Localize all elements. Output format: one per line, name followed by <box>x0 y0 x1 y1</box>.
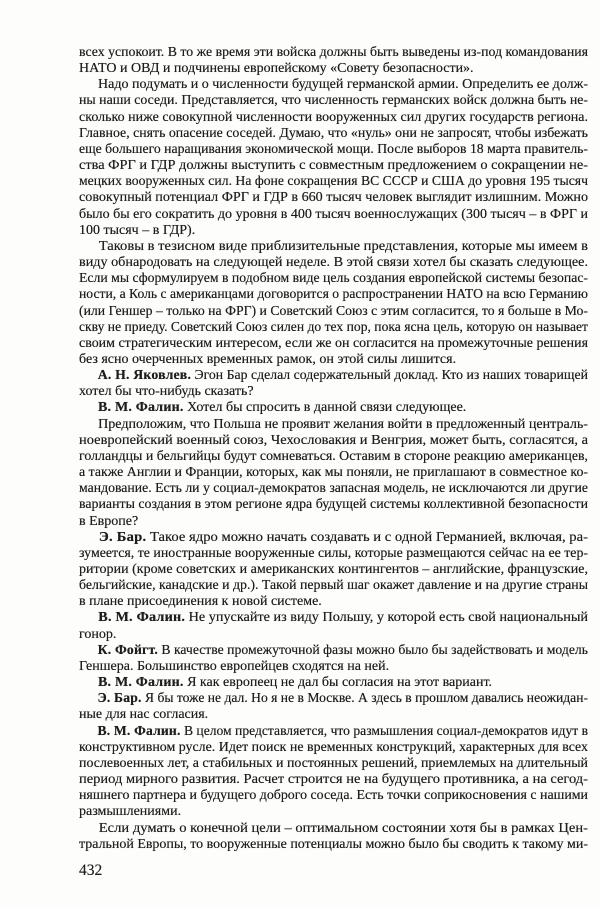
text-line <box>79 417 588 433</box>
text-line <box>79 368 588 384</box>
text-line <box>79 223 588 239</box>
text-line <box>79 465 588 481</box>
text-line <box>79 578 588 594</box>
text-line <box>79 675 588 691</box>
text-line-run: В. М. Фалин. Хотел бы спросить в данной связи следующее. <box>98 400 467 416</box>
text-line <box>79 142 588 158</box>
text-line-run: НАТО и ОВД и подчинены европейскому «Совету безопасности». <box>79 61 474 77</box>
text-line <box>79 320 588 336</box>
text-line-run: виду обнародовать на следующей неделе. В этой связи хотел бы сказать следующее. <box>79 255 588 271</box>
text-line <box>79 707 588 723</box>
text-line-run: Главное, снять опасение соседей. Думаю, что «нуль» они не запросят, чтобы избежать <box>79 125 588 141</box>
text-line <box>79 352 588 368</box>
text-line <box>79 804 588 820</box>
text-line-run: сколько ниже совокупной численности вооруженных сил других государств региона. <box>79 109 588 125</box>
page-number: 432 <box>79 862 103 879</box>
text-line <box>79 643 588 659</box>
text-line-run: в плане присоединения к новой системе. <box>79 594 322 610</box>
text-line <box>79 691 588 707</box>
text-line <box>79 158 588 174</box>
text-line <box>79 433 588 449</box>
text-line <box>79 724 588 740</box>
text-line <box>79 174 588 190</box>
text-line-run: К. Фойгт. В качестве промежуточной фазы можно было бы задействовать и модель <box>97 642 588 658</box>
text-line <box>79 271 588 287</box>
text-line <box>79 740 588 756</box>
text-line <box>79 821 588 837</box>
text-line-run: размышлениями. <box>79 804 182 820</box>
speaker-name: Э. Бар. <box>97 691 142 707</box>
speaker-name: А. Н. Яковлев. <box>97 368 192 384</box>
text-line-run: няшнего партнера и будущего доброго соседа. Есть точки соприкосновения с нашими <box>79 788 588 804</box>
text-line-run: ности, а Коль с американцами договорится о распространении НАТО на всю Германию <box>79 287 588 303</box>
text-line-run: голландцы и бельгийцы будут сомневаться. Оставим в стороне реакцию американцев, <box>79 448 588 464</box>
text-line-run: В. М. Фалин. Я как европеец не дал бы согласия на этот вариант. <box>98 675 493 691</box>
text-line-run: период мирного развития. Расчет строится не на будущего противника, а на сегод- <box>79 772 588 788</box>
text-line-run: в Европе? <box>79 513 139 529</box>
text-line <box>79 400 588 416</box>
text-block <box>79 45 588 853</box>
text-line-run: варианты создания в этом регионе ядра будущей системы коллективной безопасности <box>79 497 588 513</box>
text-line-run: еще большего наращивания экономической мощи. После выборов 18 марта правитель- <box>79 141 588 157</box>
text-line <box>79 77 588 93</box>
text-line-run: Э. Бар. Я бы тоже не дал. Но я не в Москве. А здесь в прошлом давались неожидан- <box>97 691 589 707</box>
text-line <box>79 384 588 400</box>
text-line-run: ные для нас согласия. <box>79 707 209 723</box>
text-line <box>79 287 588 303</box>
text-line-run: ноевропейский военный союз, Чехословакия и Венгрия, может быть, согласятся, а <box>79 432 588 448</box>
text-line <box>79 449 588 465</box>
text-line-run: конструктивном русле. Идет поиск не временных конструкций, характерных для всех <box>79 739 588 755</box>
text-line <box>79 837 588 853</box>
text-line-run: 100 тысяч – в ГДР). <box>79 222 196 238</box>
text-line <box>79 45 588 61</box>
text-line-run: мецких вооруженных сил. На фоне сокращения ВС СССР и США до уровня 195 тысяч <box>79 174 588 190</box>
text-line-run: Таковы в тезисном виде приблизительные представления, которые мы имеем в <box>98 238 588 254</box>
text-line-run: скву не приеду. Советский Союз силен до тех пор, пока ясна цель, которую он называет <box>79 319 588 335</box>
text-line <box>79 546 588 562</box>
text-line-run: В. М. Фалин. В целом представляется, что размышления социал-демократов идут в <box>97 723 588 739</box>
text-line-run: Э. Бар. Такое ядро можно начать создавать и с одной Германией, включая, ра- <box>98 529 588 545</box>
speaker-name: В. М. Фалин. <box>98 400 184 416</box>
text-line-run: А. Н. Яковлев. Эгон Бар сделал содержательный доклад. Кто из наших товарищей <box>97 368 588 384</box>
text-line-run: послевоенных лет, а стабильных и постоянных решений, приемлемых на длительный <box>79 755 588 771</box>
text-line <box>79 772 588 788</box>
text-line-run: зумеется, те иностранные вооруженные силы, которые размещаются сейчас на ее тер- <box>79 545 588 561</box>
text-line <box>79 788 588 804</box>
text-line-run: Надо подумать и о численности будущей германской армии. Определить ее долж- <box>98 77 588 93</box>
text-line-run: Предположим, что Польша не проявит желания войти в предложенный централь- <box>98 416 588 432</box>
text-line <box>79 336 588 352</box>
text-line <box>79 530 588 546</box>
text-line <box>79 562 588 578</box>
text-line <box>79 93 588 109</box>
text-line <box>79 61 588 77</box>
text-line-run: хотел бы что-нибудь сказать? <box>79 384 254 400</box>
text-line-run: а также Англии и Франции, которых, как мы поняли, не приглашают в совместное ко- <box>79 465 588 481</box>
text-line-run: без ясно очерченных временных рамок, он этой силы лишится. <box>79 351 457 367</box>
text-line-run: своим стратегическим интересом, если же он согласится на промежуточные решения <box>79 335 588 351</box>
text-line-run: Геншера. Большинство европейцев сходятся на ней. <box>79 658 390 674</box>
text-line-run: ритории (кроме советских и американских контингентов – английские, французские, <box>79 562 588 577</box>
text-line <box>79 594 588 610</box>
text-line-run: гонор. <box>79 626 117 642</box>
text-line-run: В. М. Фалин. Не упускайте из виду Польшу, у которой есть свой национальный <box>98 610 588 626</box>
text-line-run: (или Геншер – только на ФРГ) и Советский Союз с этим согласится, то я больше в Мо- <box>79 303 588 319</box>
text-line-run: было бы его сократить до уровня в 400 тысяч военнослужащих (300 тысяч – в ФРГ и <box>79 206 588 222</box>
text-line <box>79 514 588 530</box>
text-line-run: совокупный потенциал ФРГ и ГДР в 660 тысяч человек выглядит излишним. Можно <box>79 190 588 206</box>
text-line <box>79 627 588 643</box>
text-line-run: тральной Европы, то вооруженные потенциалы можно было бы сводить к такому ми- <box>79 836 588 852</box>
text-line <box>79 207 588 223</box>
text-line <box>79 756 588 772</box>
text-line <box>79 659 588 675</box>
text-line <box>79 239 588 255</box>
speaker-name: К. Фойгт. <box>97 642 158 658</box>
text-line-run: мандование. Есть ли у социал-демократов запасная модель, не исключаются ли другие <box>79 481 588 497</box>
speaker-name: В. М. Фалин. <box>97 723 181 739</box>
speaker-name: В. М. Фалин. <box>98 675 184 691</box>
text-line <box>79 190 588 206</box>
speaker-name: Э. Бар. <box>98 529 147 545</box>
text-line-run: всех успокоит. В то же время эти войска должны быть выведены из-под командования <box>79 45 588 60</box>
text-line <box>79 304 588 320</box>
text-line-run: Если мы сформулируем в подобном виде цель создания европейской системы безопас- <box>79 271 588 287</box>
text-line-run: бельгийские, канадские и др.). Такой первый шаг окажет давление и на другие страны <box>79 578 588 594</box>
text-line <box>79 497 588 513</box>
speaker-name: В. М. Фалин. <box>98 610 186 626</box>
text-line-run: Если думать о конечной цели – оптимальном состоянии хотя бы в рамках Цен- <box>98 820 588 836</box>
text-line <box>79 110 588 126</box>
text-line <box>79 126 588 142</box>
text-line <box>79 255 588 271</box>
text-line <box>79 481 588 497</box>
text-line-run: ства ФРГ и ГДР должны выступить с совместным предложением о сокращении не- <box>79 158 588 174</box>
text-line-run: ны наши соседи. Представляется, что численность германских войск должна быть не- <box>79 93 588 109</box>
text-line <box>79 610 588 626</box>
